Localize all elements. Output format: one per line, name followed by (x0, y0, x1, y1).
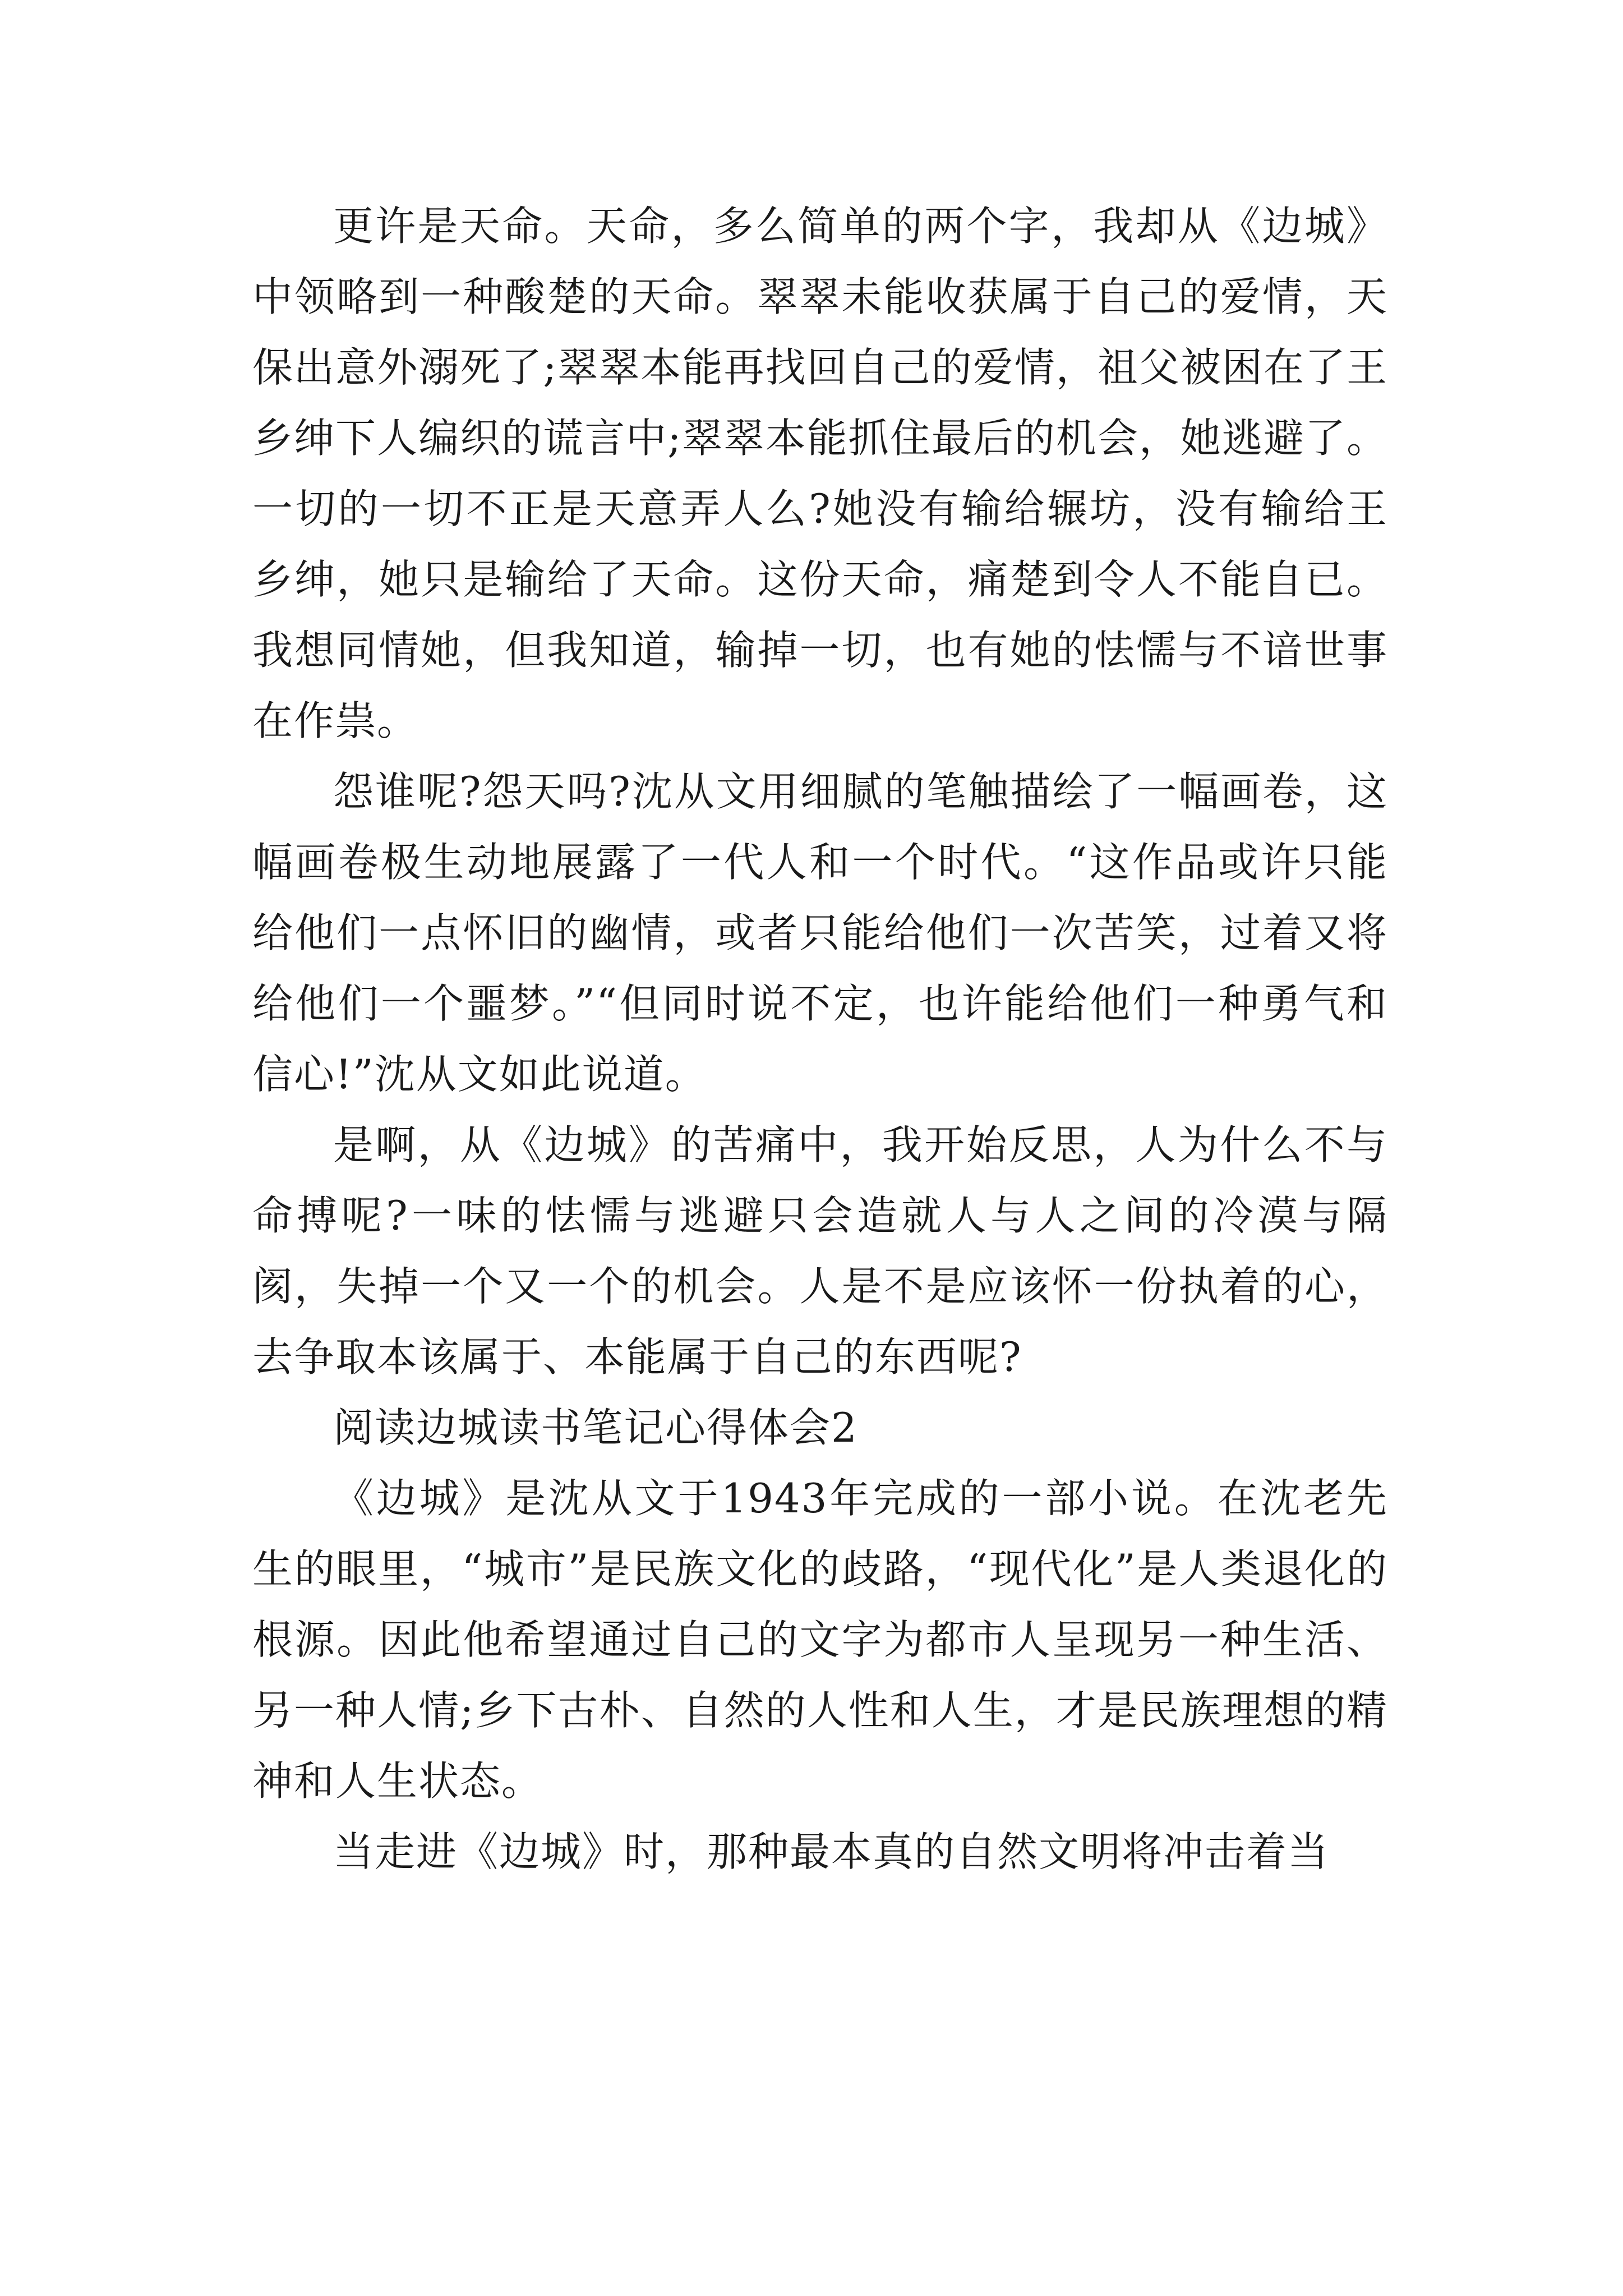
paragraph-5: 当走进《边城》时，那种最本真的自然文明将冲击着当 (333, 1828, 1330, 1875)
paragraph-4: 《边城》是沈从文于1943年完成的一部小说。在沈老先生的眼里，“城市”是民族文化的歧路，“现代化”是人类退化的根源。因此他希望通过自己的文字为都市人呈现另一种生活、另一种人情;乡下古朴、自然的人性和人生，才是民族理想的精神和人生状态。 (252, 1475, 1388, 1805)
section-heading: 阅读边城读书笔记心得体会2 (333, 1404, 858, 1451)
paragraph-2: 怨谁呢?怨天吗?沈从文用细腻的笔触描绘了一幅画卷，这幅画卷极生动地展露了一代人和一个时代。“这作品或许只能给他们一点怀旧的幽情，或者只能给他们一次苦笑，过着又将给他们一个噩梦。”“但同时说不定，也许能给他们一种勇气和信心!”沈从文如此说道。 (252, 768, 1388, 1098)
paragraph-3: 是啊，从《边城》的苦痛中，我开始反思，人为什么不与命搏呢?一味的怯懦与逃避只会造就人与人之间的冷漠与隔阂，失掉一个又一个的机会。人是不是应该怀一份执着的心，去争取本该属于、本能属于自己的东西呢? (252, 1121, 1388, 1381)
document-body (252, 191, 1388, 1887)
paragraph-1: 更许是天命。天命，多么简单的两个字，我却从《边城》中领略到一种酸楚的天命。翠翠未能收获属于自己的爱情，天保出意外溺死了;翠翠本能再找回自己的爱情，祖父被困在了王乡绅下人编织的谎言中;翠翠本能抓住最后的机会，她逃避了。一切的一切不正是天意弄人么?她没有输给辗坊，没有输给王乡绅，她只是输给了天命。这份天命，痛楚到令人不能自已。我想同情她，但我知道，输掉一切，也有她的怯懦与不谙世事在作祟。 (252, 203, 1388, 744)
